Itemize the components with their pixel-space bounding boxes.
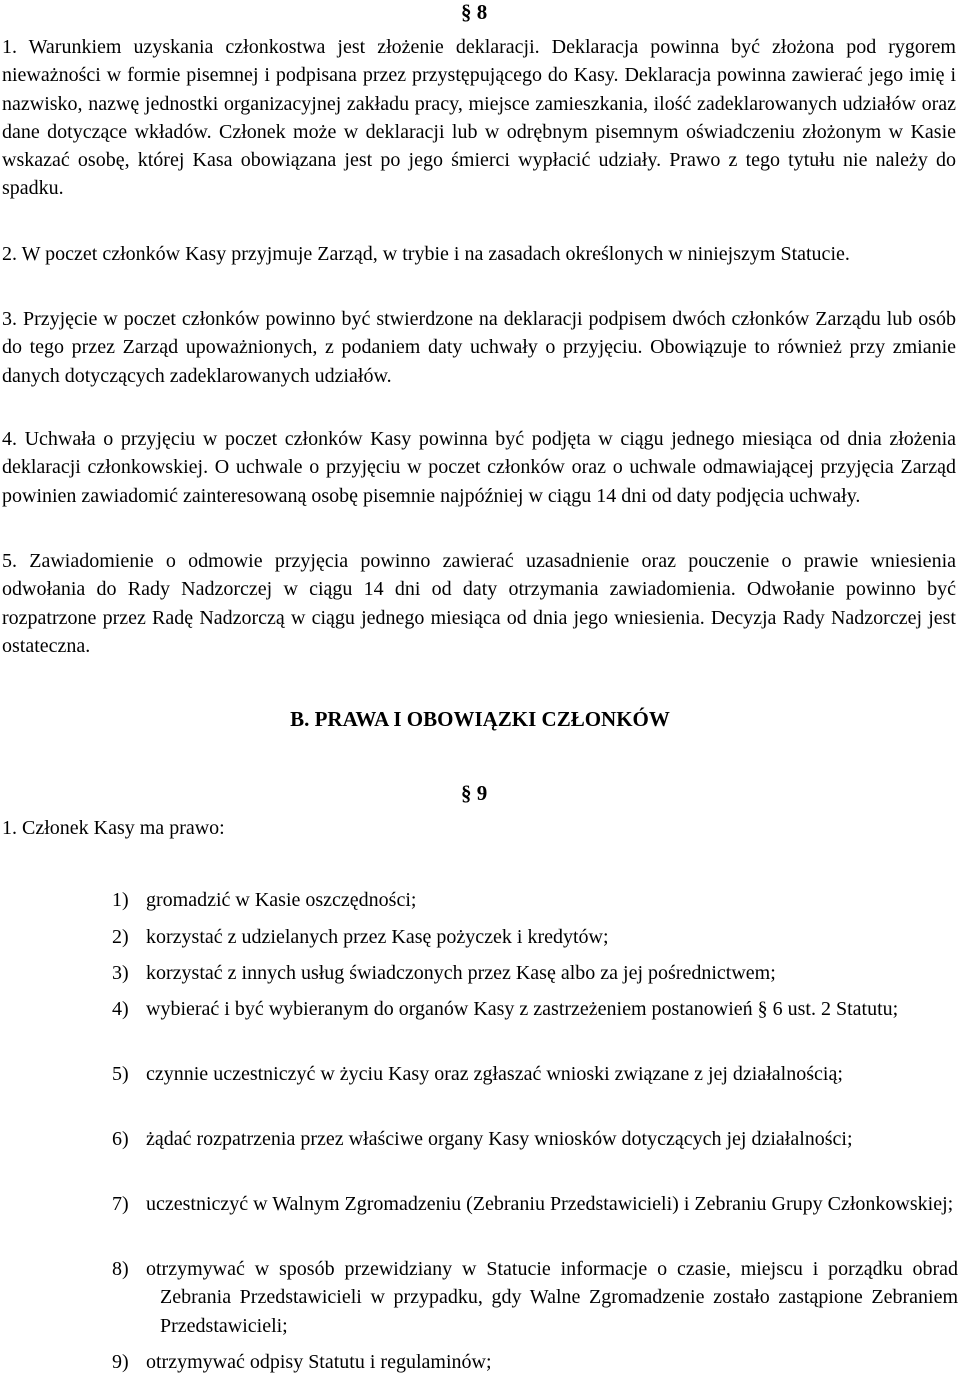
list-item-text: otrzymywać odpisy Statutu i regulaminów;	[146, 1351, 492, 1373]
list-item-5	[112, 1060, 958, 1088]
list-item-number: 2)	[112, 926, 129, 948]
list-item-number: 5)	[112, 1063, 129, 1085]
list-item-text: gromadzić w Kasie oszczędności;	[146, 889, 417, 911]
list-item-text: korzystać z innych usług świadczonych przez Kasę albo za jej pośrednictwem;	[146, 962, 776, 984]
list-item-9	[112, 1348, 958, 1376]
section-8-paragraph-1: 1. Warunkiem uzyskania członkostwa jest złożenie deklaracji. Deklaracja powinna być złożona pod rygorem nieważności w formie pisemnej i podpisana przez przystępującego do Kasy. Deklaracja powinna zawierać jego imię i nazwisko, nazwę jednostki organizacyjnej zakładu pracy, miejsce zamieszkania, ilość zadeklarowanych udziałów oraz dane dotyczące wkładów. Członek może w deklaracji lub w odrębnym pisemnym oświadczeniu złożonym w Kasie wskazać osobę, której Kasa obowiązana jest po jego śmierci wypłacić udziały. Prawo z tego tytułu nie należy do spadku.	[2, 36, 956, 200]
list-item-number: 6)	[112, 1128, 129, 1150]
section-8-paragraph-5: 5. Zawiadomienie o odmowie przyjęcia powinno zawierać uzasadnienie oraz pouczenie o prawie wniesienia odwołania do Rady Nadzorczej w ciągu 14 dni od daty otrzymania zawiadomienia. Odwołanie powinno być rozpatrzone przez Radę Nadzorczą w ciągu jednego miesiąca od dnia jego wniesienia. Decyzja Rady Nadzorczej jest ostateczna.	[2, 550, 956, 657]
list-item-4	[112, 995, 958, 1023]
list-item-text: korzystać z udzielanych przez Kasę pożyczek i kredytów;	[146, 926, 609, 948]
section-8-paragraph-4: 4. Uchwała o przyjęciu w poczet członków Kasy powinna być podjęta w ciągu jednego miesiąca od dnia złożenia deklaracji członkowskiej. O uchwale o przyjęciu w poczet członków oraz o uchwale odmawiającej przyjęcia Zarząd powinien zawiadomić zainteresowaną osobę pisemnie najpóźniej w ciągu 14 dni od daty podjęcia uchwały.	[2, 428, 956, 507]
list-item-number: 9)	[112, 1351, 129, 1373]
list-item-number: 4)	[112, 998, 129, 1020]
list-item-text: otrzymywać w sposób przewidziany w Statucie informacje o czasie, miejscu i porządku obrad Zebrania Przedstawicieli w przypadku, gdy Walne Zgromadzenie zostało zastąpione Zebraniem Przedstawicieli;	[146, 1258, 958, 1337]
list-item-number: 3)	[112, 962, 129, 984]
list-item-text: uczestniczyć w Walnym Zgromadzeniu (Zebraniu Przedstawicieli) i Zebraniu Grupy Członkowskiej;	[146, 1193, 954, 1215]
list-item-text: wybierać i być wybieranym do organów Kasy z zastrzeżeniem postanowień § 6 ust. 2 Statutu;	[146, 998, 899, 1020]
list-item-1	[112, 886, 958, 914]
section-9-heading: § 9	[461, 781, 488, 805]
list-item-number: 7)	[112, 1193, 129, 1215]
list-item-6	[112, 1125, 958, 1153]
list-item-3	[112, 959, 958, 987]
list-item-8	[112, 1255, 958, 1340]
section-8-paragraph-2: 2. W poczet członków Kasy przyjmuje Zarząd, w trybie i na zasadach określonych w niniejszym Statucie.	[2, 243, 850, 265]
list-item-7	[112, 1190, 958, 1218]
list-item-2	[112, 923, 958, 951]
list-item-number: 8)	[112, 1258, 129, 1280]
section-8-heading: § 8	[461, 0, 488, 24]
list-item-number: 1)	[112, 889, 129, 911]
section-9-intro: 1. Członek Kasy ma prawo:	[2, 817, 225, 839]
list-item-text: czynnie uczestniczyć w życiu Kasy oraz zgłaszać wnioski związane z jej działalnością;	[146, 1063, 843, 1085]
section-8-paragraph-3: 3. Przyjęcie w poczet członków powinno być stwierdzone na deklaracji podpisem dwóch członków Zarządu lub osób do tego przez Zarząd upoważnionych, z podaniem daty uchwały o przyjęciu. Obowiązuje to również przy zmianie danych dotyczących zadeklarowanych udziałów.	[2, 308, 956, 387]
list-item-text: żądać rozpatrzenia przez właściwe organy Kasy wniosków dotyczących jej działalności;	[146, 1128, 853, 1150]
section-b-title: B. PRAWA I OBOWIĄZKI CZŁONKÓW	[290, 707, 670, 731]
